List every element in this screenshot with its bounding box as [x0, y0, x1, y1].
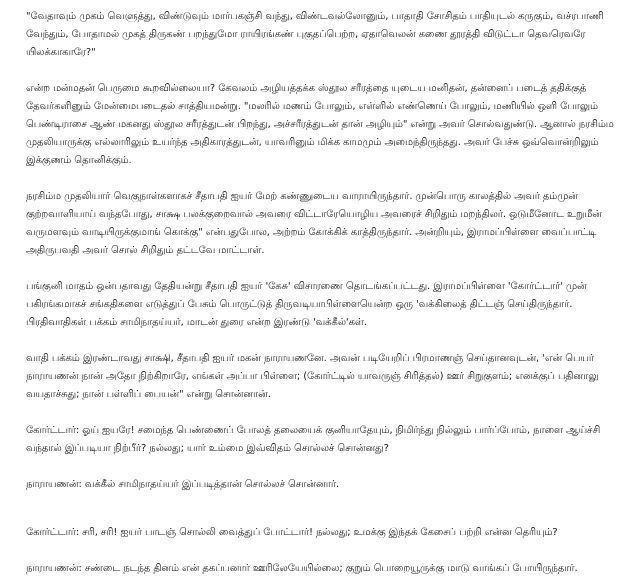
body-paragraph: பங்குனி மாதம் ஒன்பதாவது தேதியன்று சீதாபதி ஐயர் 'கேசு' விசாரணை தொடங்கப்பட்டது. இராமப்பிள்ளை 'கோர்ட்டார்' முன் பகிரங்கமாகச் சங்கதிகளை எடுத்துப் பேசும் பொருட்டுத் திருவடியாபிள்ளையென்ற ஒரு 'வக்கிலைத் திட்டஞ் செய்திருந்தார். பிரதிவாதிகள் பக்கம் சாமிநாதய்யர், மாடன் துரை என்ற இரண்டு 'வக்கீல்'கள். — [26, 281, 587, 328]
dialogue-paragraph: கோர்ட்டார்: ஓய் ஐயரே! சமைந்த பெண்ணைப் போலத் தலையைக் குனியாதேயும், நிமிர்ந்து நில்லும் பார்ப்போம், நாளை ஆய்ச்சி வந்தால் இப்படியா நிற்பீர்? நல்லது; யார் உம்மை இவ்விதம் சொல்லச் சொன்னது? — [26, 425, 601, 454]
body-paragraph: என்ற மன்மதன் பெருமை கூறவில்லையா? கேவலம் அழியத்தக்க ஸ்தூல சரீரத்தை யுடைய மனிதன், தன்னைப் படைத் ததிக்குத் தேவர்களினும் மேன்மைபடைதல் சாத்தியமன்று. "மலரில் மணம் போலும், எள்ளில் எண்ணெய் போலும், மணியில் ஒளி போலும் பெண்டிராசை ஆண் மகனது ஸ்தூல சரீரத்துடன் பிறந்து, அச்சரீரத்துடன் தான் அழியும்" என்று அவர் சொல்வதுண்டு. ஆனால் நரசிம்ம முதலியாருக்கு எல்லாரிலும் உயர்ந்த அதிகாரத்துடன், யாவரினும் மிக்க காமமும் அமைந்திருந்தது. அவர் பேச்சு ஒவ்வொன்றிலும் இக்குணம் தொனிக்கும். — [26, 83, 614, 166]
dialogue-paragraph: நாராயணன்: சண்டை நடந்த தினம் என் தகப்பனார் ஊரிலேயேயில்லை; குறும் பொறையூருக்கு மாடு வாங்கப் போயிருந்தார். — [26, 563, 578, 574]
body-paragraph: நரசிம்ம முதலியார் வெகுநாள்களாகச் சீதாபதி ஐயர் மேற் கண்ணுடைய வாராயிருந்தார். முன்பொரு காலத்தில் அவர் தம்முன் குற்றவாளியாய் வந்தபோது, சாக்ஷ பலக்குறைவால் அவரை விட்டாரேயொழிய அவரைச் சிறிதும் மறந்திலர். ஒடுமீனோட உறுமீன் வருமளவும் வாடியிருக்குமாங் கொக்கு" என்பதுபோல, அற்றம் கோக்கிக் காத்திருந்தார். அன்றியும், இராமப்பிள்ளை வைப்பாட்டி அதிருபவதி அவர் சொல் சிறிதும் தட்டவே மாட்டாள். — [26, 191, 602, 256]
verse-paragraph: "வேதாவும் முகம் வெளுத்து, விண்டுவும் மார்பகஞ்சி வந்து, விண்டவல்லோனும், பாதாதி சோசிதம் பாதியுடல் கருகும், வச்ரபாணி வேந்தும், போதாமல் முகத் திருகண் பறந்துமோ ராயிரங்கண் புகுதப்பெற்ற, ஏதாவெலன் கணை தூரத்தி விடுட்டா தெவரெவரே யிலக்காகாரே?" — [26, 11, 604, 58]
dialogue-paragraph: நாராயணன்: வக்கீல் சாமிநாதய்யர் இப்படித்தான் சொல்லச் சொன்னார். — [26, 479, 340, 490]
body-paragraph: வாதி பக்கம் இரண்டாவது சாக்ஷி, சீதாபதி ஐயர் மகன் நாராயணனே. அவன் படியேறிப் பிரமாணஞ் செய்தானவுடன், 'என் பெயர் நாராயணன் நான் அதோ நிற்கிறாரே, எங்கள் அப்பா பிள்ளை; (கோர்ட்டில் யாவருஞ் சிரித்தல்) ஊர் சிறுகுளம்; எனக்குப் பதினாலு வயதாச்சுது; நான் பள்ளிப் பையன்" என்று சொன்னான். — [26, 353, 599, 400]
blank-line — [26, 512, 622, 524]
dialogue-paragraph: கோர்ட்டார்: சரி, சரி! ஐயர் பாடஞ் சொல்லி வைத்துப் போட்டார்! நல்லது; உமக்கு இந்தக் கேசைப் பற்றி என்ன தெரியும்? — [26, 527, 558, 538]
